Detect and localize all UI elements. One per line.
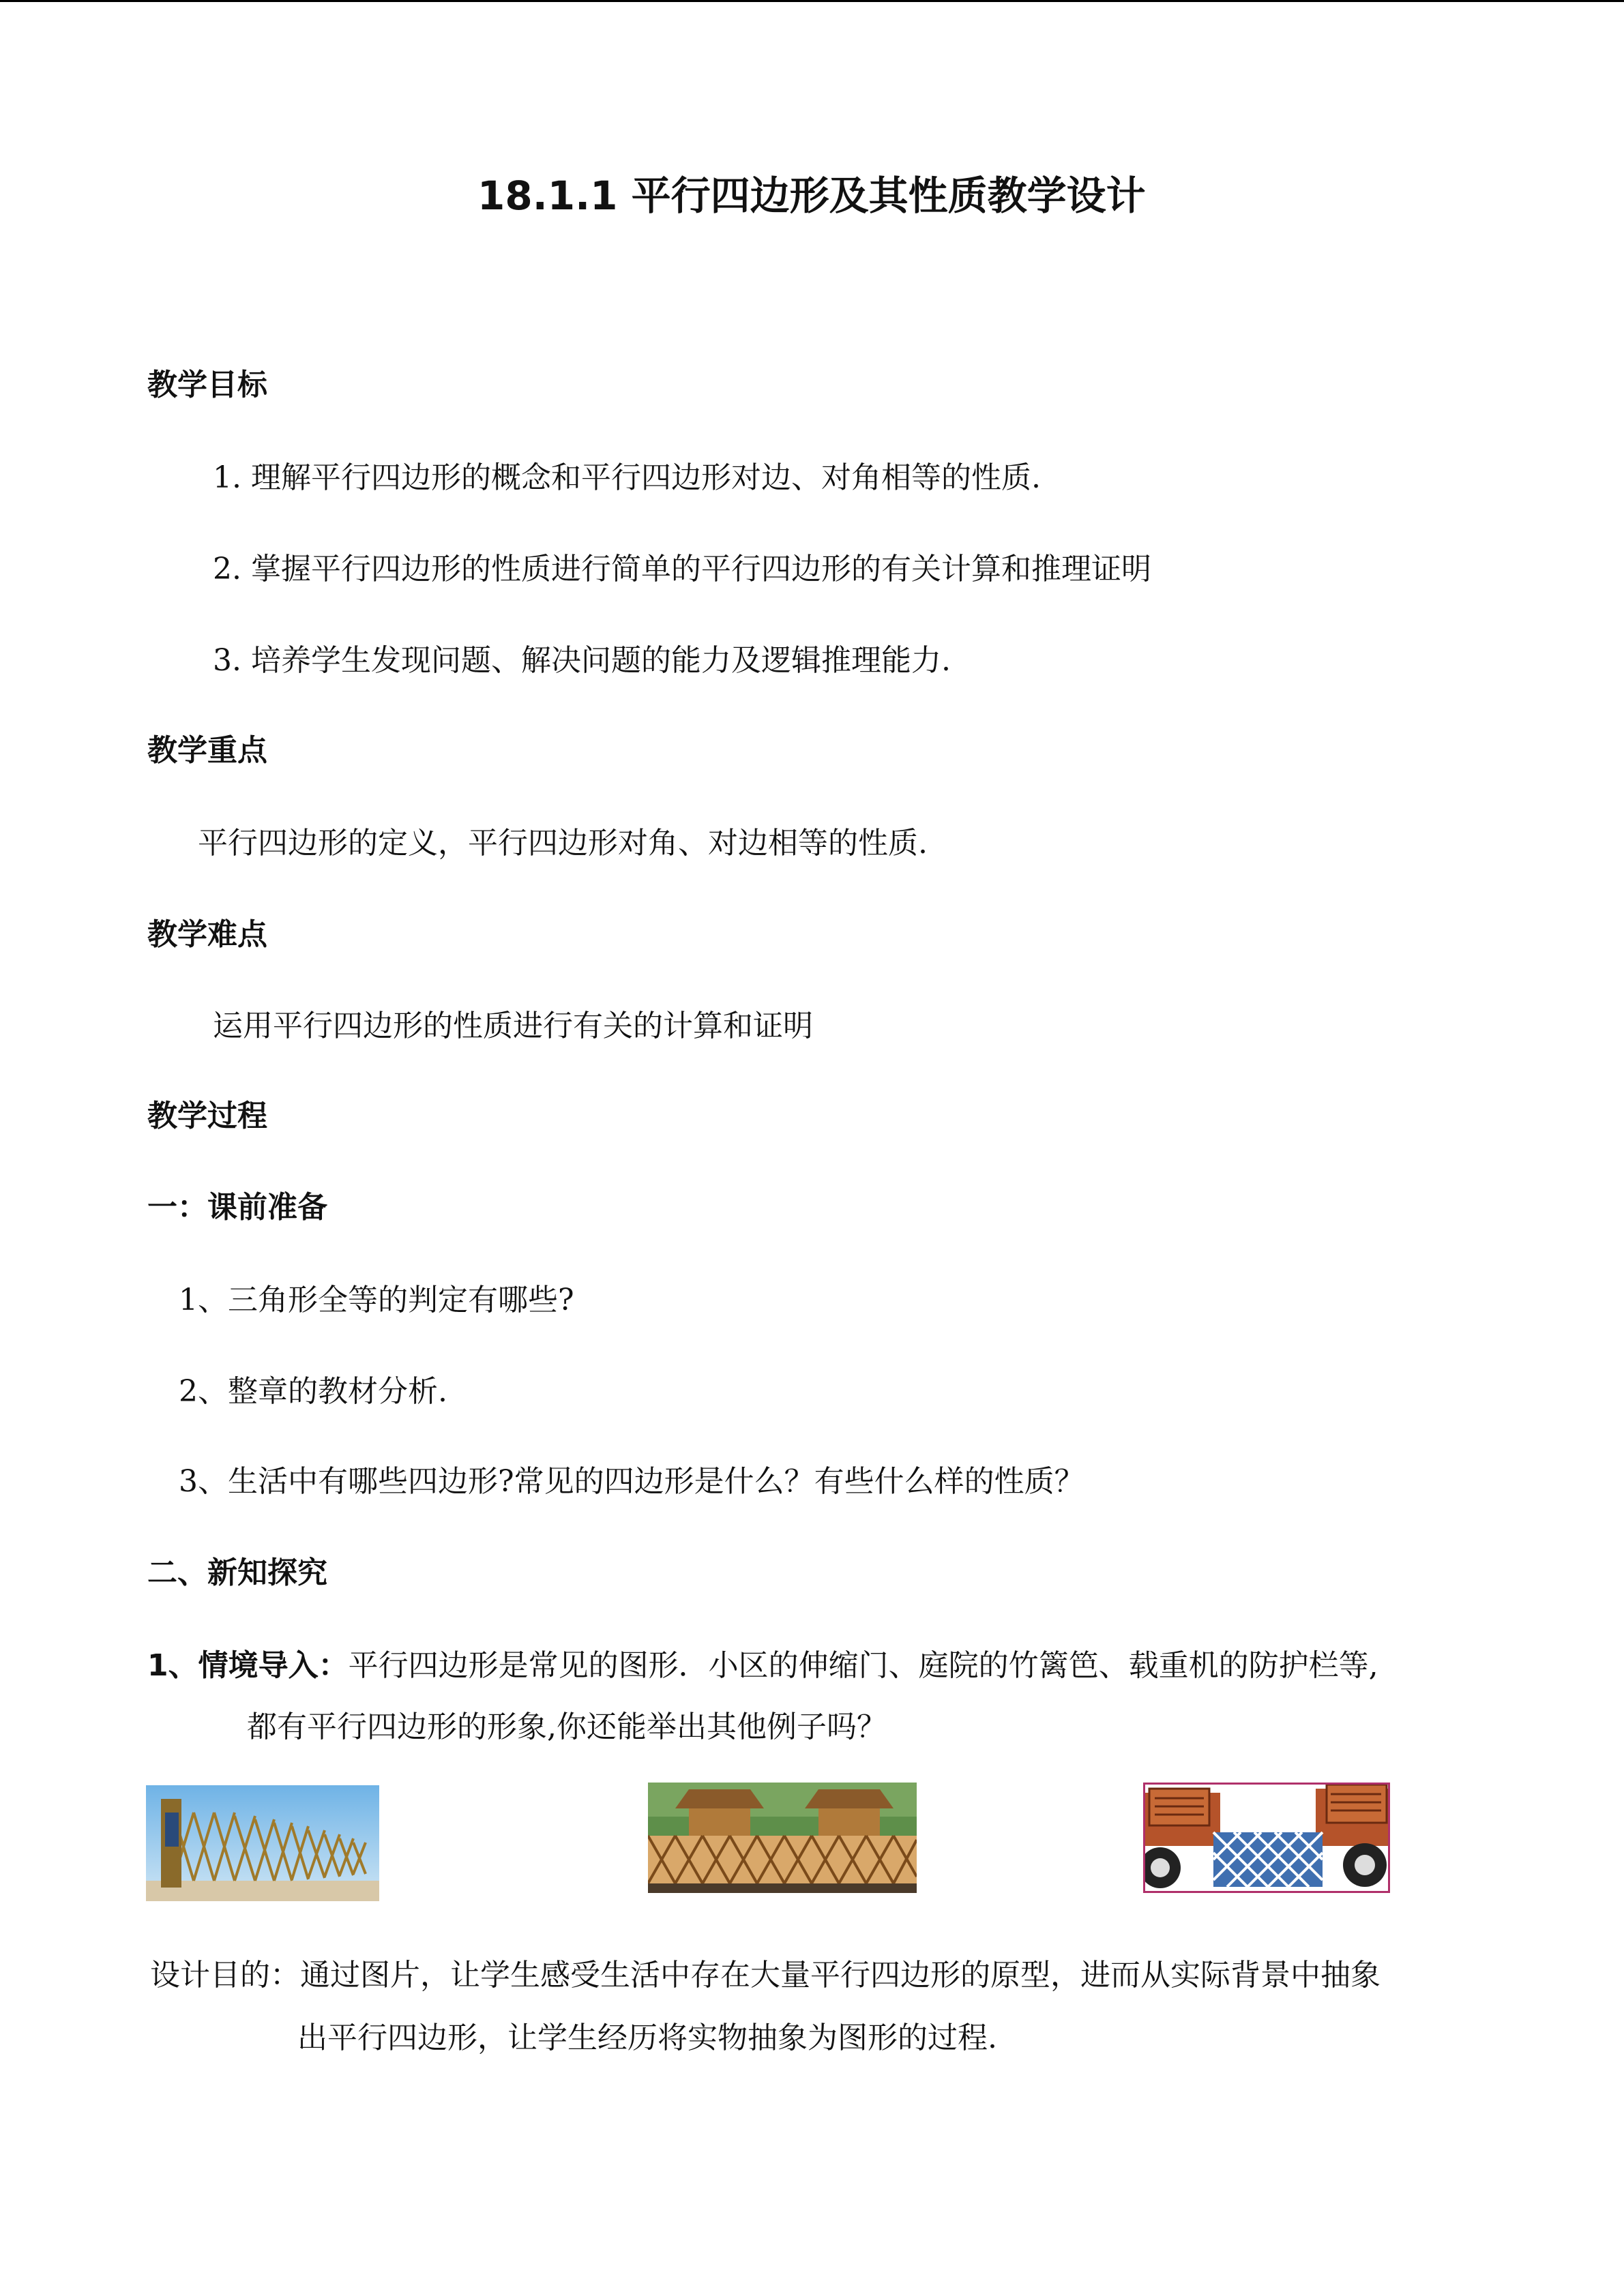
key-points-heading: 教学重点 bbox=[147, 733, 267, 768]
retractable-gate-photo bbox=[146, 1785, 379, 1901]
difficulty-text: 运用平行四边形的性质进行有关的计算和证明 bbox=[213, 1009, 813, 1043]
design-purpose-line-2: 出平行四边形，让学生经历将实物抽象为图形的过程. bbox=[297, 2021, 997, 2055]
intro-label: 1、情境导入： bbox=[147, 1648, 349, 1683]
crane-guardrail-drawing bbox=[1143, 1783, 1390, 1893]
page-top-border bbox=[0, 0, 1624, 2]
difficulty-heading: 教学难点 bbox=[147, 917, 267, 952]
section2-heading: 二、新知探究 bbox=[147, 1555, 327, 1590]
document-title: 18.1.1 平行四边形及其性质教学设计 bbox=[477, 173, 1146, 219]
objective-item-2: 2. 掌握平行四边形的性质进行简单的平行四边形的有关计算和推理证明 bbox=[213, 552, 1151, 586]
section1-item-2: 2、整章的教材分析. bbox=[179, 1374, 447, 1409]
intro-line-2: 都有平行四边形的形象,你还能举出其他例子吗？ bbox=[247, 1710, 887, 1744]
objective-item-1: 1. 理解平行四边形的概念和平行四边形对边、对角相等的性质. bbox=[213, 460, 1041, 495]
section1-item-1: 1、三角形全等的判定有哪些? bbox=[179, 1283, 574, 1317]
section1-heading: 一：课前准备 bbox=[147, 1190, 327, 1225]
process-heading: 教学过程 bbox=[147, 1099, 267, 1133]
objective-item-3: 3. 培养学生发现问题、解决问题的能力及逻辑推理能力. bbox=[213, 643, 951, 678]
bamboo-fence-photo bbox=[648, 1783, 917, 1893]
design-purpose-line-1: 设计目的：通过图片，让学生感受生活中存在大量平行四边形的原型，进而从实际背景中抽象 bbox=[150, 1958, 1381, 1993]
key-points-text: 平行四边形的定义，平行四边形对角、对边相等的性质. bbox=[198, 826, 928, 861]
intro-paragraph bbox=[147, 1641, 1378, 1684]
objectives-heading: 教学目标 bbox=[147, 368, 267, 402]
section1-item-3: 3、生活中有哪些四边形?常见的四边形是什么？有些什么样的性质？ bbox=[179, 1464, 1084, 1499]
intro-line-1: 平行四边形是常见的图形．小区的伸缩门、庭院的竹篱笆、载重机的防护栏等, bbox=[348, 1648, 1378, 1683]
